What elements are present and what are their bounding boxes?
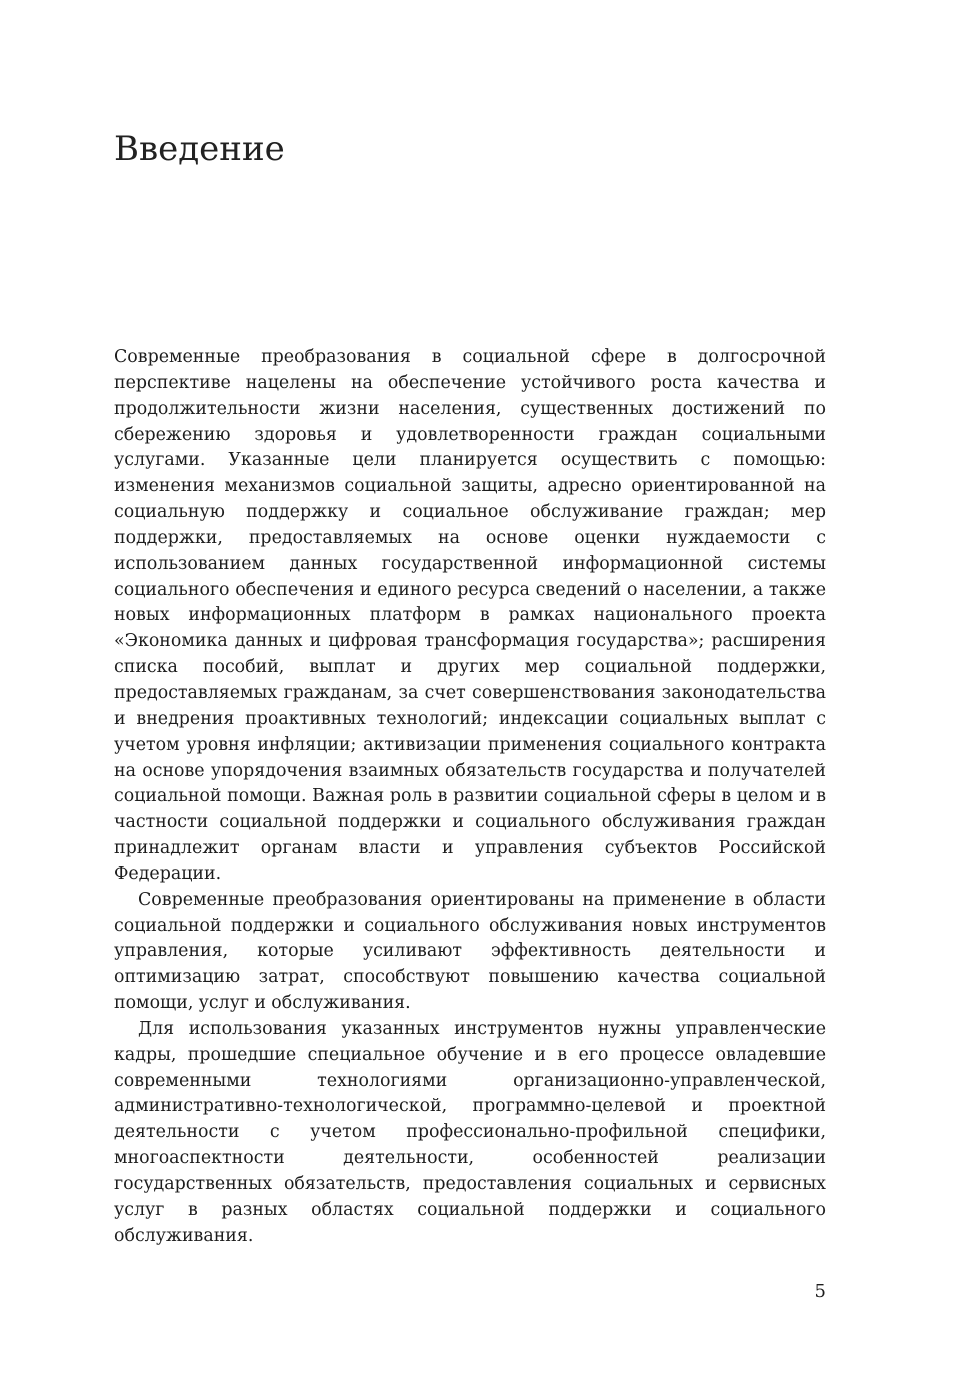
paragraph-3: Для использования указанных инструментов нужны управленческие кадры, прошедшие специальное обучение и в его процессе овладевшие современными технологиями организационно-управленческой, административно-технологической, программно-целевой и проектной деятельности с учетом профессионально-профильной специфики, многоаспектности деятельности, особенностей реализации государственных обязательств, предоставления социальных и сервисных услуг в разных областях социальной поддержки и социального обслуживания. (114, 1018, 826, 1246)
paragraph-2: Современные преобразования ориентированы на применение в области социальной поддержки и социального обслуживания новых инструментов управления, которые усиливают эффективность деятельности и оптимизацию затрат, способствуют повышению качества социальной помощи, услуг и обслуживания. (114, 889, 826, 1014)
chapter-title: Введение (114, 129, 285, 169)
body-text (114, 345, 826, 1250)
paragraph-1: Современные преобразования в социальной сфере в долгосрочной перспективе нацелены на обеспечение устойчивого роста качества и продолжительности жизни населения, существенных достижений по сбережению здоровья и удовлетворенности граждан социальными услугами. Указанные цели планируется осуществить с помощью: изменения механизмов социальной защиты, адресно ориентированной на социальную поддержку и социальное обслуживание граждан; мер поддержки, предоставляемых на основе оценки нуждаемости с использованием данных государственной информационной системы социального обеспечения и единого ресурса сведений о населении, а также новых информационных платформ в рамках национального проекта «Экономика данных и цифровая трансформация государства»; расширения списка пособий, выплат и других мер социальной поддержки, предоставляемых гражданам, за счет совершенствования законодательства и внедрения проактивных технологий; индексации социальных выплат с учетом уровня инфляции; активизации применения социального контракта на основе упорядочения взаимных обязательств государства и получателей социальной помощи. Важная роль в развитии социальной сферы в целом и в частности социальной поддержки и социального обслуживания граждан принадлежит органам власти и управления субъектов Российской Федерации. (114, 347, 826, 884)
page-number: 5 (814, 1281, 826, 1302)
